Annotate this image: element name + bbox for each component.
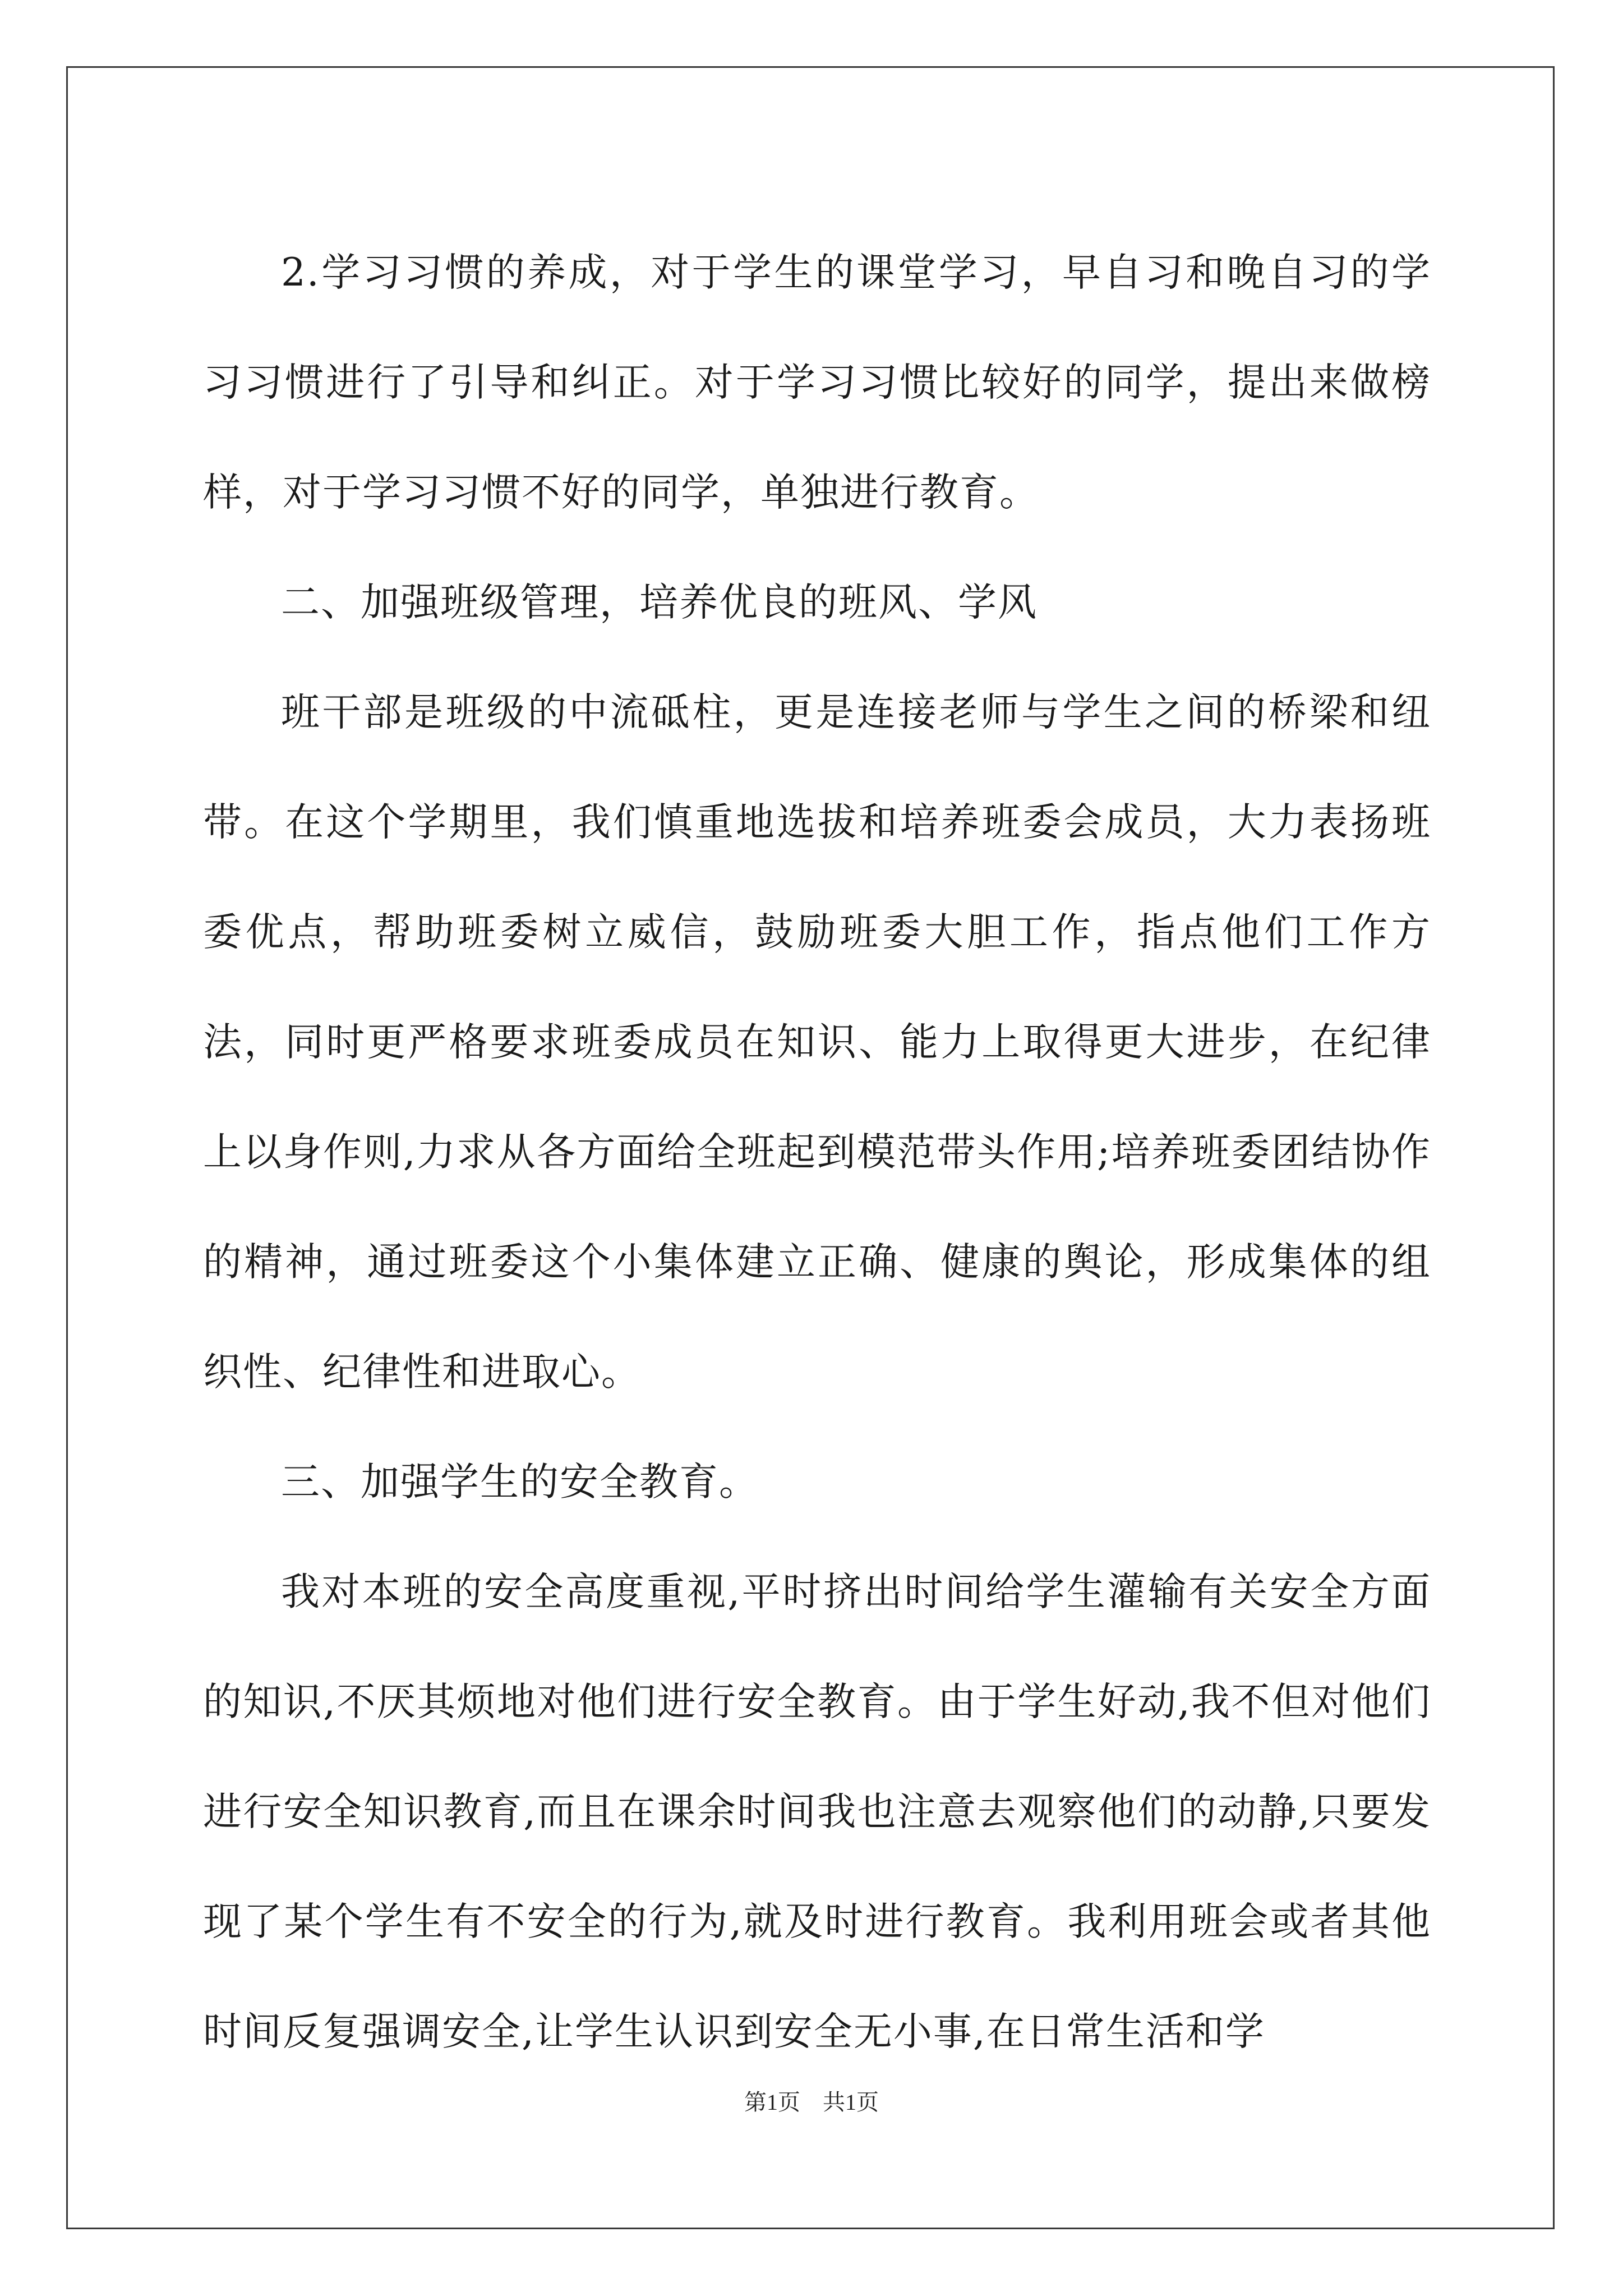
paragraph-study-habits: 2.学习习惯的养成，对于学生的课堂学习，早自习和晚自习的学习习惯进行了引导和纠正。对于学习习惯比较好的同学，提出来做榜样，对于学习习惯不好的同学，单独进行教育。: [203, 250, 1431, 515]
page-footer: [0, 2086, 1623, 2119]
heading-class-management: 二、加强班级管理，培养优良的班风、学风: [281, 580, 1038, 625]
paragraph-safety: 我对本班的安全高度重视,平时挤出时间给学生灌输有关安全方面的知识,不厌其烦地对他们进行安全教育。由于学生好动,我不但对他们进行安全知识教育,而且在课余时间我也注意去观察他们的动静,只要发现了某个学生有不安全的行为,就及时进行教育。我利用班会或者其他时间反复强调安全,让学生认识到安全无小事,在日常生活和学: [203, 1570, 1431, 2054]
paragraph-class-cadres: 班干部是班级的中流砥柱，更是连接老师与学生之间的桥梁和纽带。在这个学期里，我们慎重地选拔和培养班委会成员，大力表扬班委优点，帮助班委树立威信，鼓励班委大胆工作，指点他们工作方法，同时更严格要求班委成员在知识、能力上取得更大进步，在纪律上以身作则,力求从各方面给全班起到模范带头作用;培养班委团结协作的精神，通过班委这个小集体建立正确、健康的舆论，形成集体的组织性、纪律性和进取心。: [203, 690, 1431, 1395]
heading-safety-education: 三、加强学生的安全教育。: [281, 1460, 759, 1504]
page-number-current: 第1页: [744, 2090, 800, 2115]
page-number-total: 共1页: [823, 2090, 879, 2115]
document-body: [203, 218, 1431, 2087]
